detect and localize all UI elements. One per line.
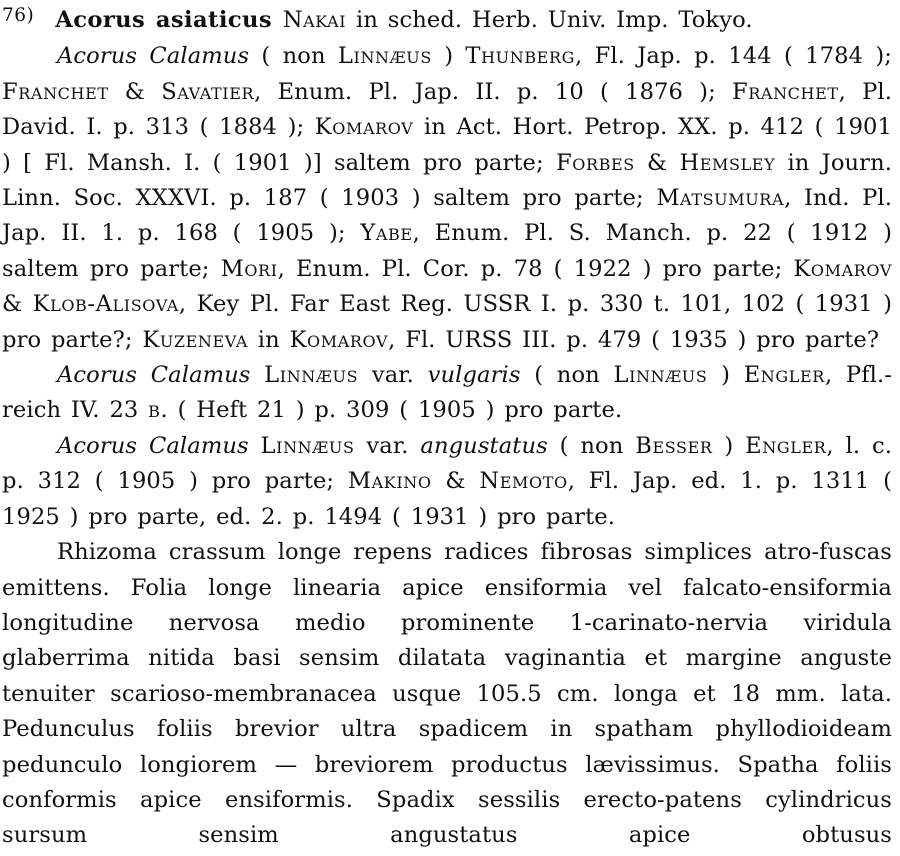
text-segment: , l. c. p. 312 ( 1905 ) pro parte; [2, 432, 892, 495]
text-segment: Mori [220, 255, 278, 282]
text-segment: angustatus [420, 432, 548, 459]
text-segment: & [2, 291, 33, 318]
entry-number: 76) [2, 5, 35, 26]
text-segment: , Pl. David. I. p. 313 ( 1884 ); [2, 78, 893, 141]
text-segment: var. [358, 362, 428, 389]
text-segment: Komarov [289, 326, 389, 353]
text-segment: Engler [745, 432, 827, 459]
text-segment: Linnæus [260, 432, 355, 459]
text-segment: Linnæus [613, 362, 708, 389]
text-segment: in Act. Hort. Petrop. XX. p. 412 ( 1901 ) [ Fl. Mansh. I. ( 1901 )] saltem pro parte; [2, 114, 892, 176]
text-segment: vulgaris [427, 362, 521, 389]
text-segment: in Journ. Linn. Soc. XXXVI. p. 187 ( 1903 ) saltem pro parte; [2, 149, 893, 212]
text-segment: ( non [547, 432, 636, 459]
text-segment: Makino [347, 468, 432, 495]
text-segment: & [108, 78, 162, 105]
text-segment: Hemsley [679, 149, 776, 176]
text-segment: Nemoto [479, 468, 568, 495]
text-segment: , Enum. Pl. Cor. p. 78 ( 1922 ) pro parte; [277, 255, 794, 282]
text-segment: var. [354, 432, 421, 459]
synonymy-paragraph-2 [2, 358, 892, 429]
text-segment: Komarov [314, 114, 414, 141]
text-segment: Engler [743, 362, 825, 389]
description-paragraph [2, 535, 892, 854]
text-segment: & [431, 468, 480, 495]
text-segment: Kuzeneva [142, 326, 249, 353]
synonymy-paragraph-3 [2, 429, 892, 535]
text-segment: in sched. Herb. Univ. Imp. Tokyo. [346, 7, 753, 33]
text-segment: Franchet [2, 78, 109, 105]
text-segment: Rhizoma crassum longe repens radices fibrosas simplices atro-fuscas emittens. Folia longe linearia apice ensiformia vel falcato-ensiformia longitudine nervosa medio prominente 1-carinato-nervia viridula glaberrima nitida basi sensim dilatata vaginantia et margine anguste tenuiter scarioso-membranacea usque 105.5 cm. longa et 18 mm. lata. Pedunculus foliis brevior ultra spadicem in spatham phyllodioideam pedunculo longiorem — breviorem productus lævissimus. Spatha foliis conformis apice ensiformis. Spadix sessilis erecto-patens cylindricus sursum sensim angustatus apice obtusus [2, 539, 892, 849]
text-segment: ) [712, 432, 746, 459]
text-segment: Savatier [161, 78, 255, 105]
text-segment: ) [431, 43, 466, 70]
text-segment: Acorus Calamus [57, 362, 265, 389]
text-segment: in [248, 326, 290, 353]
text-segment: ) [707, 362, 744, 389]
text-segment: , Enum. Pl. Jap. II. p. 10 ( 1876 ); [254, 78, 732, 105]
text-segment: Linnæus [337, 43, 432, 70]
text-segment: & [634, 149, 680, 176]
text-segment: Acorus asiaticus [55, 7, 283, 33]
text-segment: , Fl. URSS III. p. 479 ( 1935 ) pro parte? [388, 326, 880, 353]
text-segment: , Key Pl. Far East Reg. USSR I. p. 330 t. 101, 102 ( 1931 ) pro parte?; [2, 291, 892, 353]
text-segment: Matsumura [656, 185, 785, 212]
text-segment: , Fl. Jap. p. 144 ( 1784 ); [575, 43, 892, 70]
text-segment: Acorus Calamus [57, 432, 261, 459]
text-segment: Thunberg [465, 43, 575, 70]
text-segment: Yabe [360, 220, 413, 247]
synonymy-paragraph-1 [2, 39, 892, 358]
species-heading-text [55, 7, 752, 33]
text-segment: ( non [520, 362, 614, 389]
text-segment: , Fl. Jap. ed. 1. p. 1311 ( 1925 ) pro parte, ed. 2. p. 1494 ( 1931 ) pro parte. [2, 468, 892, 530]
text-segment: b [148, 397, 161, 424]
text-segment: , Enum. Pl. S. Manch. p. 22 ( 1912 ) saltem pro parte; [2, 220, 892, 282]
text-segment: , Ind. Pl. Jap. II. 1. p. 168 ( 1905 ); [2, 185, 892, 247]
text-segment: Besser [635, 432, 713, 459]
text-segment: Klob-Alisova [32, 291, 179, 318]
text-segment: Franchet [732, 78, 839, 105]
text-segment: Komarov [793, 255, 892, 282]
text-segment: ( non [261, 43, 338, 70]
text-segment: . ( Heft 21 ) p. 309 ( 1905 ) pro parte. [160, 397, 623, 424]
text-segment: Nakai [282, 7, 347, 33]
text-segment: Linnæus [264, 362, 359, 389]
text-segment: Forbes [555, 149, 635, 176]
species-heading-line [2, 3, 892, 39]
text-segment: , Pfl.-reich IV. 23 [2, 362, 893, 424]
text-segment: Acorus Calamus [57, 43, 262, 70]
